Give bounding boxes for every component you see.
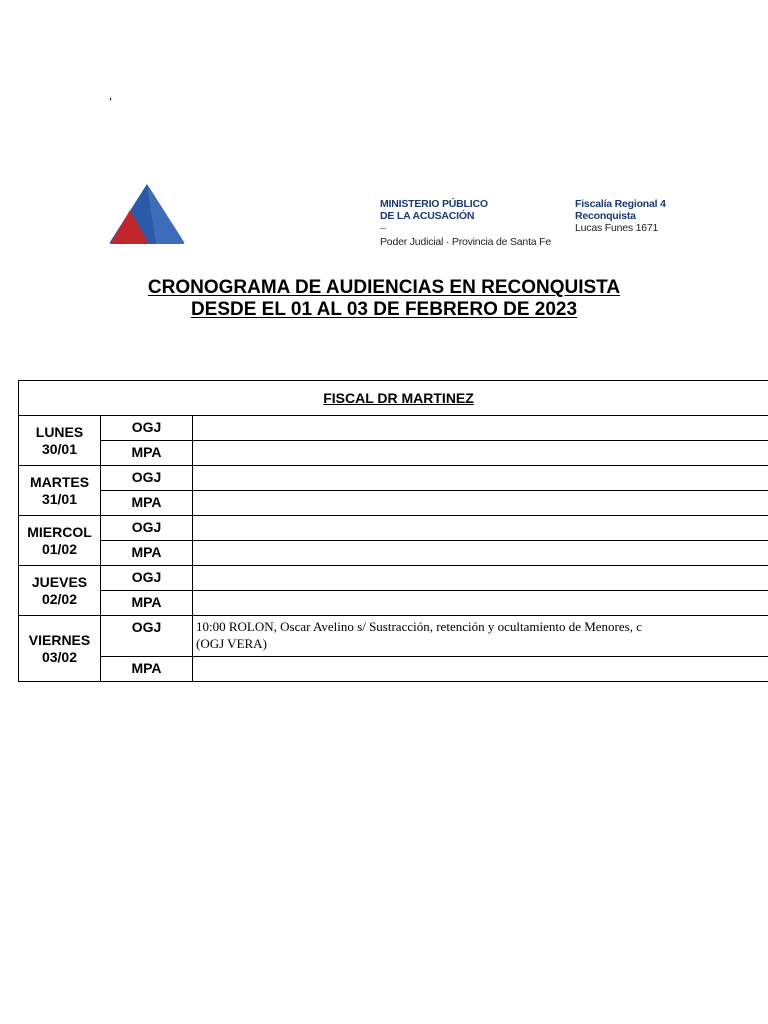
day-cell-martes bbox=[19, 466, 101, 516]
schedule-header bbox=[19, 381, 768, 416]
ministry-line-1: MINISTERIO PÚBLICO bbox=[380, 198, 488, 210]
regional-line-2: Reconquista bbox=[575, 210, 636, 222]
day-date: 31/01 bbox=[41, 490, 78, 507]
event-cell bbox=[193, 616, 768, 657]
ministry-heading bbox=[380, 198, 551, 248]
day-name: VIERNES bbox=[28, 631, 91, 648]
ministry-line-2: DE LA ACUSACIÓN bbox=[380, 210, 475, 222]
row-type: OGJ bbox=[101, 516, 193, 541]
event-cell bbox=[193, 657, 768, 682]
day-name: LUNES bbox=[35, 423, 84, 440]
regional-line-1: Fiscalía Regional 4 bbox=[575, 198, 666, 210]
regional-address: Lucas Funes 1671 bbox=[575, 222, 659, 234]
regional-office-heading bbox=[575, 198, 666, 234]
day-cell-viernes bbox=[19, 616, 101, 682]
ministry-logo-icon bbox=[108, 182, 186, 246]
day-date: 02/02 bbox=[41, 590, 78, 607]
title-line-1: CRONOGRAMA DE AUDIENCIAS EN RECONQUISTA bbox=[147, 277, 621, 298]
event-cell bbox=[193, 566, 768, 591]
schedule-table bbox=[18, 380, 768, 682]
row-type: OGJ bbox=[101, 466, 193, 491]
row-type: OGJ bbox=[101, 416, 193, 441]
row-type: OGJ bbox=[101, 616, 193, 657]
stray-comma-mark: , bbox=[109, 88, 112, 102]
day-name: MARTES bbox=[29, 473, 90, 490]
day-name: MIERCOL bbox=[27, 523, 92, 540]
row-type: OGJ bbox=[101, 566, 193, 591]
event-cell bbox=[193, 441, 768, 466]
fiscal-name: FISCAL DR MARTINEZ bbox=[323, 390, 474, 406]
row-type: MPA bbox=[101, 541, 193, 566]
event-cell bbox=[193, 541, 768, 566]
event-line-1: 10:00 ROLON, Oscar Avelino s/ Sustracción, retención y ocultamiento de Menores, c bbox=[196, 619, 642, 634]
event-cell bbox=[193, 591, 768, 616]
day-cell-lunes bbox=[19, 416, 101, 466]
event-cell bbox=[193, 491, 768, 516]
event-cell bbox=[193, 516, 768, 541]
row-type: MPA bbox=[101, 491, 193, 516]
ministry-subtitle: Poder Judicial · Provincia de Santa Fe bbox=[380, 236, 551, 248]
row-type: MPA bbox=[101, 441, 193, 466]
row-type: MPA bbox=[101, 591, 193, 616]
row-type: MPA bbox=[101, 657, 193, 682]
event-cell bbox=[193, 416, 768, 441]
event-line-2: (OGJ VERA) bbox=[196, 636, 267, 651]
ministry-dash: – bbox=[380, 222, 386, 234]
document-title bbox=[0, 277, 768, 321]
day-name: JUEVES bbox=[31, 573, 88, 590]
event-cell bbox=[193, 466, 768, 491]
day-cell-miercoles bbox=[19, 516, 101, 566]
day-date: 01/02 bbox=[41, 540, 78, 557]
day-date: 03/02 bbox=[41, 648, 78, 665]
day-date: 30/01 bbox=[41, 440, 78, 457]
title-line-2: DESDE EL 01 AL 03 DE FEBRERO DE 2023 bbox=[190, 299, 578, 320]
day-cell-jueves bbox=[19, 566, 101, 616]
